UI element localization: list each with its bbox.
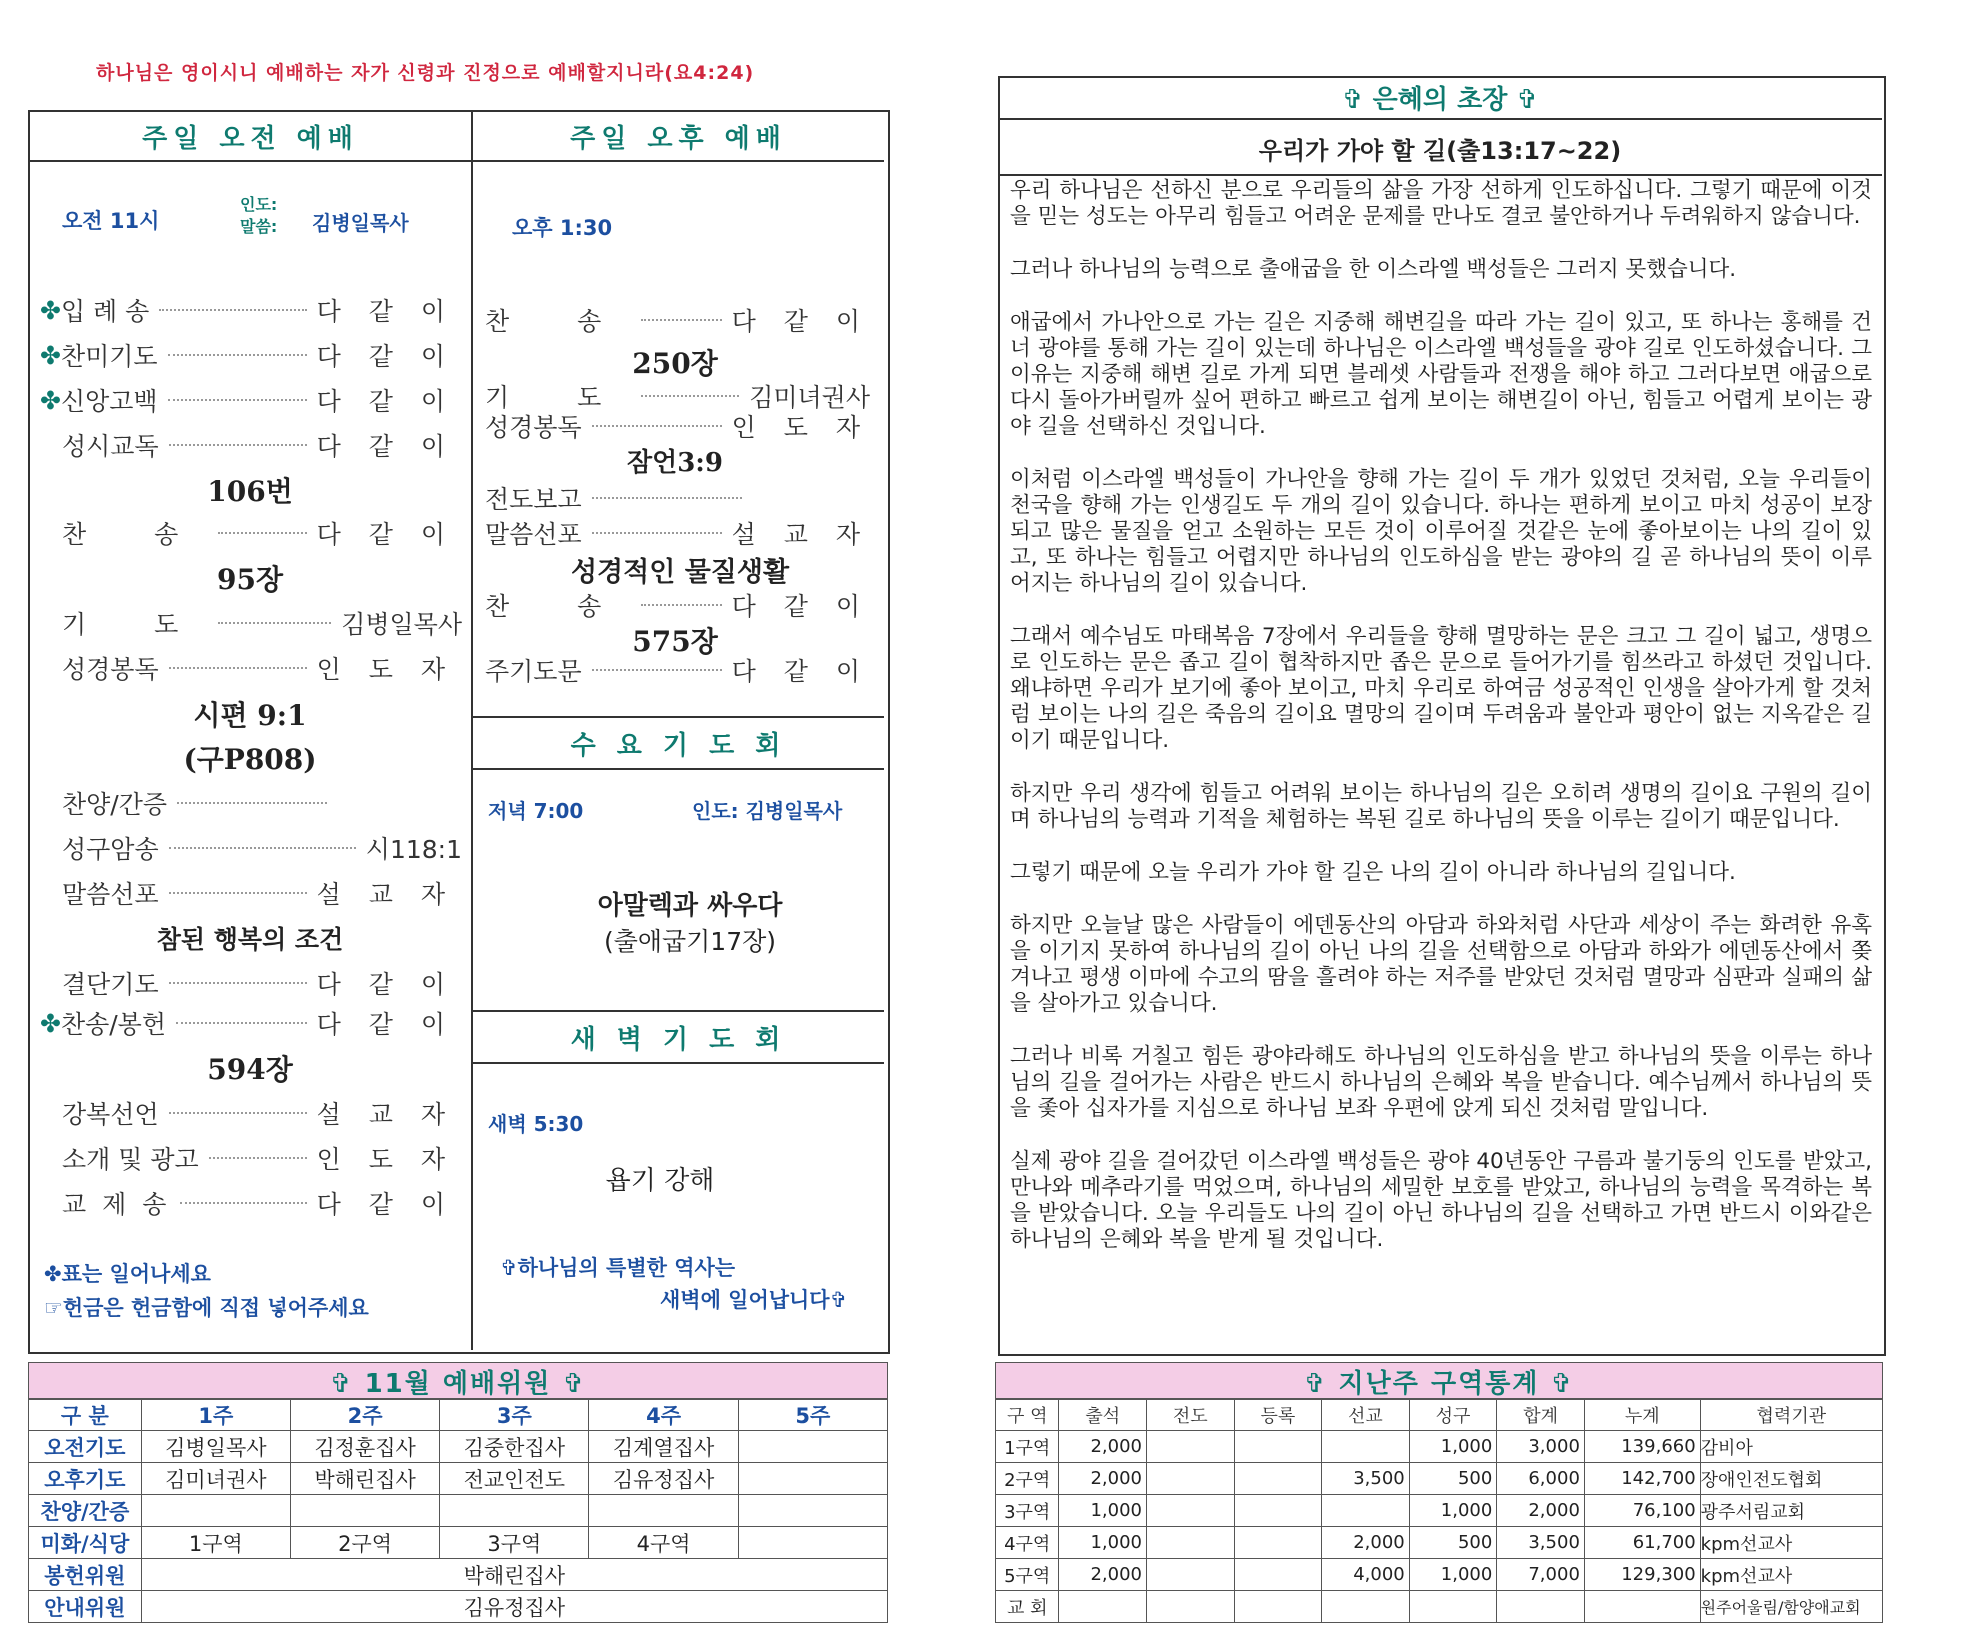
table-row: 오후기도 김미녀권사 박해린집사 전교인전도 김유정집사 xyxy=(29,1463,888,1495)
morning-item: 강복선언 설 교 자 xyxy=(62,1100,455,1129)
table-header: 2주 xyxy=(290,1399,439,1431)
table-header: 1주 xyxy=(141,1399,290,1431)
article-paragraph: 이처럼 이스라엘 백성들이 가나안을 향해 가는 길이 두 개가 있었던 것처럼, 오늘 우리들이 천국을 향해 가는 인생길도 두 개의 길이 있습니다. 하나는 편하게 보이고 마치 성공이 보장되고 많은 물질을 얻고 소원하는 모든 것이 이루어질 것같은 눈에 좋아보이는 나의 길이 있고, 또 하나는 힘들고 어렵지만 하나님의 인도하심을 받는 광야의 길 곧 하나님의 뜻이 이루어지는 하나님의 길이 있습니다. xyxy=(1010,467,1872,596)
morning-sermon-title: 참된 행복의 조건 xyxy=(156,925,344,954)
dawn-note-1: ✞하나님의 특별한 역사는 xyxy=(500,1256,736,1280)
article-paragraph: 하지만 오늘날 많은 사람들이 에덴동산의 아담과 하와처럼 사단과 세상이 주는 화려한 유혹을 이기지 못하여 하나님의 길이 아닌 나의 길을 선택함으로 아담과 하와가 에덴동산에서 쫒겨나고 평생 이마에 수고의 땀을 흘려야 하는 저주를 받았던 것처럼 멸망과 심판과 실패의 삶을 살아가고 있습니다. xyxy=(1010,913,1872,1016)
morning-leader-labels: 인도: 말씀: xyxy=(240,195,278,236)
article-paragraph: 하지만 우리 생각에 힘들고 어려워 보이는 하나님의 길은 오히려 생명의 길이요 구원의 길이며 하나님의 능력과 기적을 체험하는 복된 길로 하나님의 뜻을 이루는 길이기 때문입니다. xyxy=(1010,781,1872,832)
table-header: 4주 xyxy=(589,1399,738,1431)
standing-note: ✤표는 일어나세요 xyxy=(44,1262,211,1286)
dawn-time: 새벽 5:30 xyxy=(488,1112,584,1136)
motto-verse: 하나님은 영이시니 예배하는 자가 신령과 진정으로 예배할지니라(요4:24) xyxy=(96,62,755,84)
article-paragraph: 그렇기 때문에 오늘 우리가 가야 할 길은 나의 길이 아니라 하나님의 길입니다. xyxy=(1010,860,1736,885)
table-row: 교 회 원주어울림/함양애교회 xyxy=(996,1591,1883,1623)
afternoon-item: 기 도 김미녀권사 xyxy=(485,383,870,412)
dawn-title: 새 벽 기 도 회 xyxy=(473,1012,884,1064)
afternoon-item: 전도보고 xyxy=(485,480,870,516)
afternoon-time: 오후 1:30 xyxy=(512,216,613,240)
morning-scripture: 시편 9:1 xyxy=(193,699,307,732)
article-paragraph: 우리 하나님은 선하신 분으로 우리들의 삶을 가장 선하게 인도하십니다. 그렇기 때문에 이것을 믿는 성도는 아무리 힘들고 어려운 문제를 만나도 결코 불안하거나 두려워하지 않습니다. xyxy=(1010,178,1872,229)
dawn-note-2: 새벽에 일어납니다✞ xyxy=(660,1288,848,1312)
morning-item: 결단기도 다 같 이 xyxy=(62,970,455,999)
morning-item: 성시교독 다 같 이 xyxy=(62,432,455,461)
morning-item: 기 도 김병일목사 xyxy=(62,610,462,639)
morning-item: 찬 송 다 같 이 xyxy=(62,520,455,549)
afternoon-sermon-title: 성경적인 물질생활 xyxy=(570,557,790,588)
table-row: 찬양/간증 xyxy=(29,1495,888,1527)
morning-reading-number: 106번 xyxy=(207,475,293,508)
afternoon-item: 주기도문 다 같 이 xyxy=(485,657,870,686)
table-row: 안내위원 김유정집사 xyxy=(29,1591,888,1623)
morning-service-title: 주일 오전 예배 xyxy=(30,112,471,162)
table-row: 3구역 1,000 1,000 2,000 76,100 광주서림교회 xyxy=(996,1495,1883,1527)
table-row: 봉헌위원 박해린집사 xyxy=(29,1559,888,1591)
committee-title: ✞ 11월 예배위원 ✞ xyxy=(28,1362,888,1400)
morning-item: ✤ 찬송/봉헌 다 같 이 xyxy=(40,1008,455,1039)
grace-title: 우리가 가야 할 길(출13:17~22) xyxy=(998,122,1882,176)
table-row: 4구역 1,000 2,000 500 3,500 61,700 kpm선교사 xyxy=(996,1527,1883,1559)
article-paragraph: 실제 광야 길을 걸어갔던 이스라엘 백성들은 광야 40년동안 구름과 불기둥의 인도를 받았고, 만나와 메추라기를 먹었으며, 하나님의 세밀한 보호를 받았고, 하나님의 능력을 목격하는 복을 받았습니다. 오늘 우리들도 나의 길이 아닌 하나님의 길을 선택하고 가면 반드시 이와같은 하나님의 은혜와 복을 받게 될 것입니다. xyxy=(1010,1149,1872,1252)
afternoon-scripture: 잠언3:9 xyxy=(626,448,723,478)
offering-note: ☞헌금은 헌금함에 직접 넣어주세요 xyxy=(44,1296,369,1320)
morning-item: 말씀선포 설 교 자 xyxy=(62,880,455,909)
grace-heading: ✞ 은혜의 초장 ✞ xyxy=(998,76,1882,120)
morning-scripture-page: (구P808) xyxy=(183,743,317,776)
table-header: 3주 xyxy=(440,1399,589,1431)
committee-table xyxy=(28,1398,888,1623)
table-header: 5주 xyxy=(738,1399,887,1431)
stats-title: ✞ 지난주 구역통계 ✞ xyxy=(995,1362,1883,1400)
table-header: 구 분 xyxy=(29,1399,142,1431)
morning-item: 성구암송 시118:1 xyxy=(62,835,462,864)
grace-article-body xyxy=(1010,178,1872,1280)
table-row: 2구역 2,000 3,500 500 6,000 142,700 장애인전도협회 xyxy=(996,1463,1883,1495)
morning-item: 성경봉독 인 도 자 xyxy=(62,655,455,684)
afternoon-item: 성경봉독 인 도 자 xyxy=(485,413,870,442)
morning-item: 교 제 송 다 같 이 xyxy=(62,1190,455,1219)
table-row: 오전기도 김병일목사 김정훈집사 김중한집사 김계열집사 xyxy=(29,1431,888,1463)
afternoon-item: 찬 송 다 같 이 xyxy=(485,592,870,621)
morning-leader-name: 김병일목사 xyxy=(312,211,409,235)
wednesday-leader: 인도: 김병일목사 xyxy=(692,799,843,823)
morning-time: 오전 11시 xyxy=(62,209,160,233)
article-paragraph: 애굽에서 가나안으로 가는 길은 지중해 해변길을 따라 가는 길이 있고, 또 하나는 홍해를 건너 광야를 통해 가는 길이 있는데 하나님은 이스라엘 백성들을 광야 길로 인도하셨습니다. 그 이유는 지중해 해변 길로 가게 되면 블레셋 사람들과 전쟁을 해야 하고 그러다보면 애굽으로 다시 돌아가버릴까 싶어 편하고 빠르고 쉽게 보이는 해변길이 아닌, 힘들고 어렵게 보이는 광야 길을 선택하신 것입니다. xyxy=(1010,310,1872,439)
afternoon-hymn2-number: 575장 xyxy=(632,625,718,658)
wednesday-sermon-sub: (출애굽기17장) xyxy=(603,927,777,956)
article-paragraph: 그러나 비록 거칠고 힘든 광야라해도 하나님의 인도하심을 받고 하나님의 뜻을 이루는 하나님의 길을 걸어가는 사람은 반드시 하나님의 은혜와 복을 받습니다. 예수님께서 하나님의 뜻을 좇아 십자가를 지심으로 하나님 보좌 우편에 앉게 되신 것처럼 말입니다. xyxy=(1010,1044,1872,1121)
article-paragraph: 그러나 하나님의 능력으로 출애굽을 한 이스라엘 백성들은 그러지 못했습니다. xyxy=(1010,257,1737,282)
stats-table: 구 역 출석 전도 등록 선교 성구 합계 누계 협력기관 1구역 2,000 1,000 3,000 139,660 감비아 2구역 2,000 3,500 500 6,000 142,700 장애인전도협회 3구역 1,000 1,000 2,000 76,100 광주서림교회 4구역 1,000 2,000 500 3,500 61,700 kpm선교사 5구역 2,000 4,000 1,000 7,000 129,300 kpm선교사 교 회 원주어울림/함양애교회 xyxy=(995,1398,1883,1623)
afternoon-service-title: 주일 오후 예배 xyxy=(473,112,884,162)
morning-offering-hymn: 594장 xyxy=(207,1053,293,1086)
dawn-sermon: 욥기 강해 xyxy=(605,1166,715,1196)
article-paragraph: 그래서 예수님도 마태복음 7장에서 우리들을 향해 멸망하는 문은 크고 그 길이 넓고, 생명으로 인도하는 문은 좁고 길이 협착하지만 좁은 문으로 들어가기를 힘쓰라고 하셨던 것입니다. 왜냐하면 우리가 보기에 좋아 보이고, 마치 우리로 하여금 성공적인 인생을 살아가게 할 것처럼 보이는 나의 길은 죽음의 길이요 멸망의 길이며 두려움과 불안과 평안이 없는 지옥같은 길이기 때문입니다. xyxy=(1010,624,1872,753)
morning-hymn-number: 95장 xyxy=(216,563,283,596)
afternoon-item: 말씀선포 설 교 자 xyxy=(485,520,870,549)
afternoon-hymn-number: 250장 xyxy=(632,347,718,380)
morning-item: ✤ 찬미기도 다 같 이 xyxy=(40,340,455,371)
morning-item: ✤ 입 례 송 다 같 이 xyxy=(40,295,455,326)
table-row: 미화/식당 1구역 2구역 3구역 4구역 xyxy=(29,1527,888,1559)
afternoon-item: 찬 송 다 같 이 xyxy=(485,307,870,336)
wednesday-time: 저녁 7:00 xyxy=(488,799,584,823)
table-row: 5구역 2,000 4,000 1,000 7,000 129,300 kpm선교사 xyxy=(996,1559,1883,1591)
morning-item: 소개 및 광고 인 도 자 xyxy=(62,1145,455,1174)
wednesday-sermon: 아말렉과 싸우다 xyxy=(597,891,783,921)
morning-item: ✤ 신앙고백 다 같 이 xyxy=(40,385,455,416)
wednesday-title: 수 요 기 도 회 xyxy=(473,718,884,770)
table-row: 1구역 2,000 1,000 3,000 139,660 감비아 xyxy=(996,1431,1883,1463)
morning-item: 찬양/간증 xyxy=(62,785,455,821)
